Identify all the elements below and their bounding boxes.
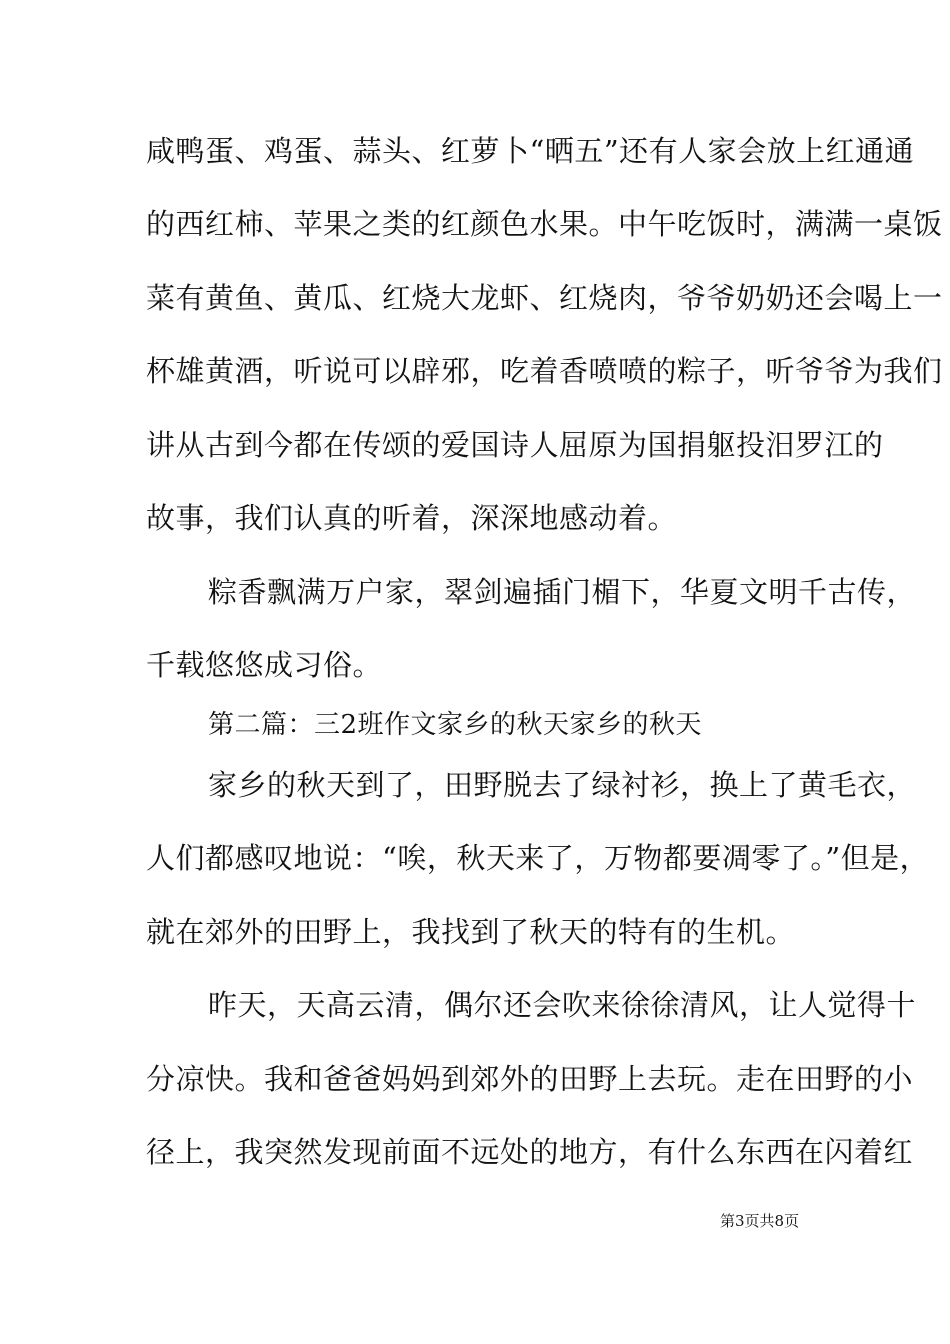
- page-indicator: 第3页共8页: [720, 1212, 800, 1230]
- text-line: 粽香飘满万户家，翠剑遍插门楣下，华夏文明千古传，: [208, 575, 917, 609]
- text-line: 菜有黄鱼、黄瓜、红烧大龙虾、红烧肉，爷爷奶奶还会喝上一: [146, 281, 943, 315]
- text-line: 千载悠悠成习俗。: [146, 648, 383, 682]
- text-line: 径上，我突然发现前面不远处的地方，有什么东西在闪着红: [146, 1135, 914, 1169]
- text-line: 家乡的秋天到了，田野脱去了绿衬衫，换上了黄毛衣，: [208, 768, 917, 802]
- section-heading: 第二篇：三2班作文家乡的秋天家乡的秋天: [208, 710, 703, 740]
- text-line: 就在郊外的田野上，我找到了秋天的特有的生机。: [146, 915, 796, 949]
- text-line: 故事，我们认真的听着，深深地感动着。: [146, 501, 678, 535]
- text-line: 分凉快。我和爸爸妈妈到郊外的田野上去玩。走在田野的小: [146, 1062, 914, 1096]
- text-line: 讲从古到今都在传颂的爱国诗人屈原为国捐躯投汨罗江的: [146, 428, 884, 462]
- text-line: 昨天，天高云清，偶尔还会吹来徐徐清风，让人觉得十: [208, 988, 917, 1022]
- text-line: 的西红柿、苹果之类的红颜色水果。中午吃饭时，满满一桌饭: [146, 207, 943, 241]
- text-line: 咸鸭蛋、鸡蛋、蒜头、红萝卜“晒五”还有人家会放上红通通: [146, 134, 915, 168]
- text-line: 杯雄黄酒，听说可以辟邪，吃着香喷喷的粽子，听爷爷为我们: [146, 354, 943, 388]
- text-line: 人们都感叹地说：“唉，秋天来了，万物都要凋零了。”但是，: [146, 841, 930, 875]
